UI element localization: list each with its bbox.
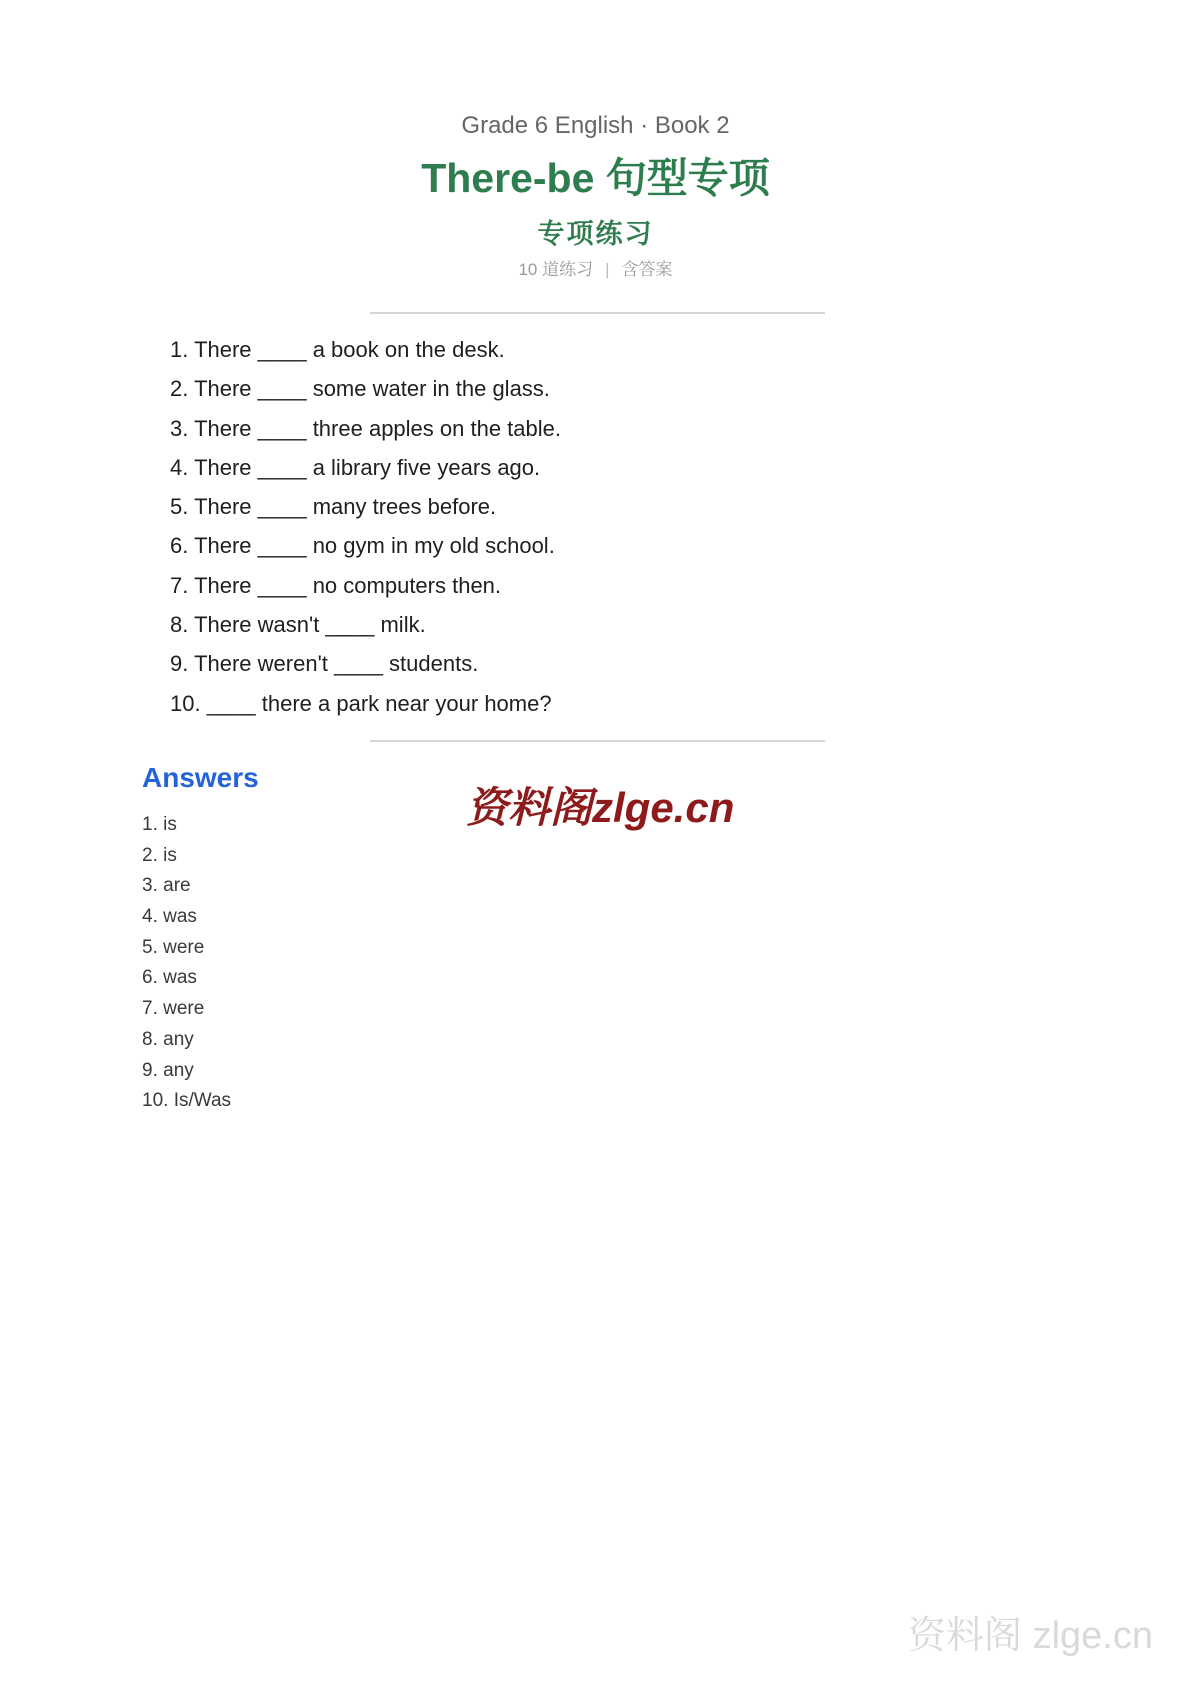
question-item: 6. There ____ no gym in my old school. [170, 533, 555, 559]
divider-bottom [370, 740, 825, 742]
subject-line: Grade 6 English · Book 2 [461, 112, 730, 139]
answer-item: 3. are [142, 875, 191, 897]
answer-item: 6. was [142, 967, 197, 989]
answers-heading: Answers [142, 762, 259, 793]
question-item: 8. There wasn't ____ milk. [170, 612, 426, 638]
page-subtitle: 专项练习 [537, 219, 654, 249]
question-item: 7. There ____ no computers then. [170, 572, 502, 598]
question-item: 9. There weren't ____ students. [170, 651, 479, 677]
site-stamp: 资料阁zlge.cn [466, 784, 735, 831]
answer-item: 9. any [142, 1059, 194, 1081]
answer-item: 10. Is/Was [142, 1090, 232, 1112]
meta-separator: | [605, 260, 610, 279]
answer-item: 2. is [142, 844, 177, 866]
meta-count: 10 道练习 [518, 260, 594, 279]
question-item: 3. There ____ three apples on the table. [170, 415, 561, 441]
document-header [0, 110, 1191, 282]
divider-top [370, 312, 825, 314]
answer-item: 8. any [142, 1028, 194, 1050]
question-item: 1. There ____ a book on the desk. [170, 337, 505, 362]
meta-answers: 含答案 [621, 260, 673, 279]
answer-item: 4. was [142, 906, 197, 928]
footer-watermark: 资料阁 zlge.cn [908, 1615, 1153, 1657]
meta-line [0, 258, 1191, 282]
question-item: 5. There ____ many trees before. [170, 494, 497, 520]
question-item: 10. ____ there a park near your home? [170, 690, 552, 716]
answer-item: 5. were [142, 936, 205, 958]
answer-list [142, 810, 231, 1117]
question-list [170, 330, 870, 723]
page-title: There-be 句型专项 [421, 155, 770, 201]
question-item: 2. There ____ some water in the glass. [170, 376, 550, 402]
answer-item: 1. is [142, 814, 177, 835]
answer-item: 7. were [142, 998, 205, 1020]
question-item: 4. There ____ a library five years ago. [170, 454, 541, 480]
